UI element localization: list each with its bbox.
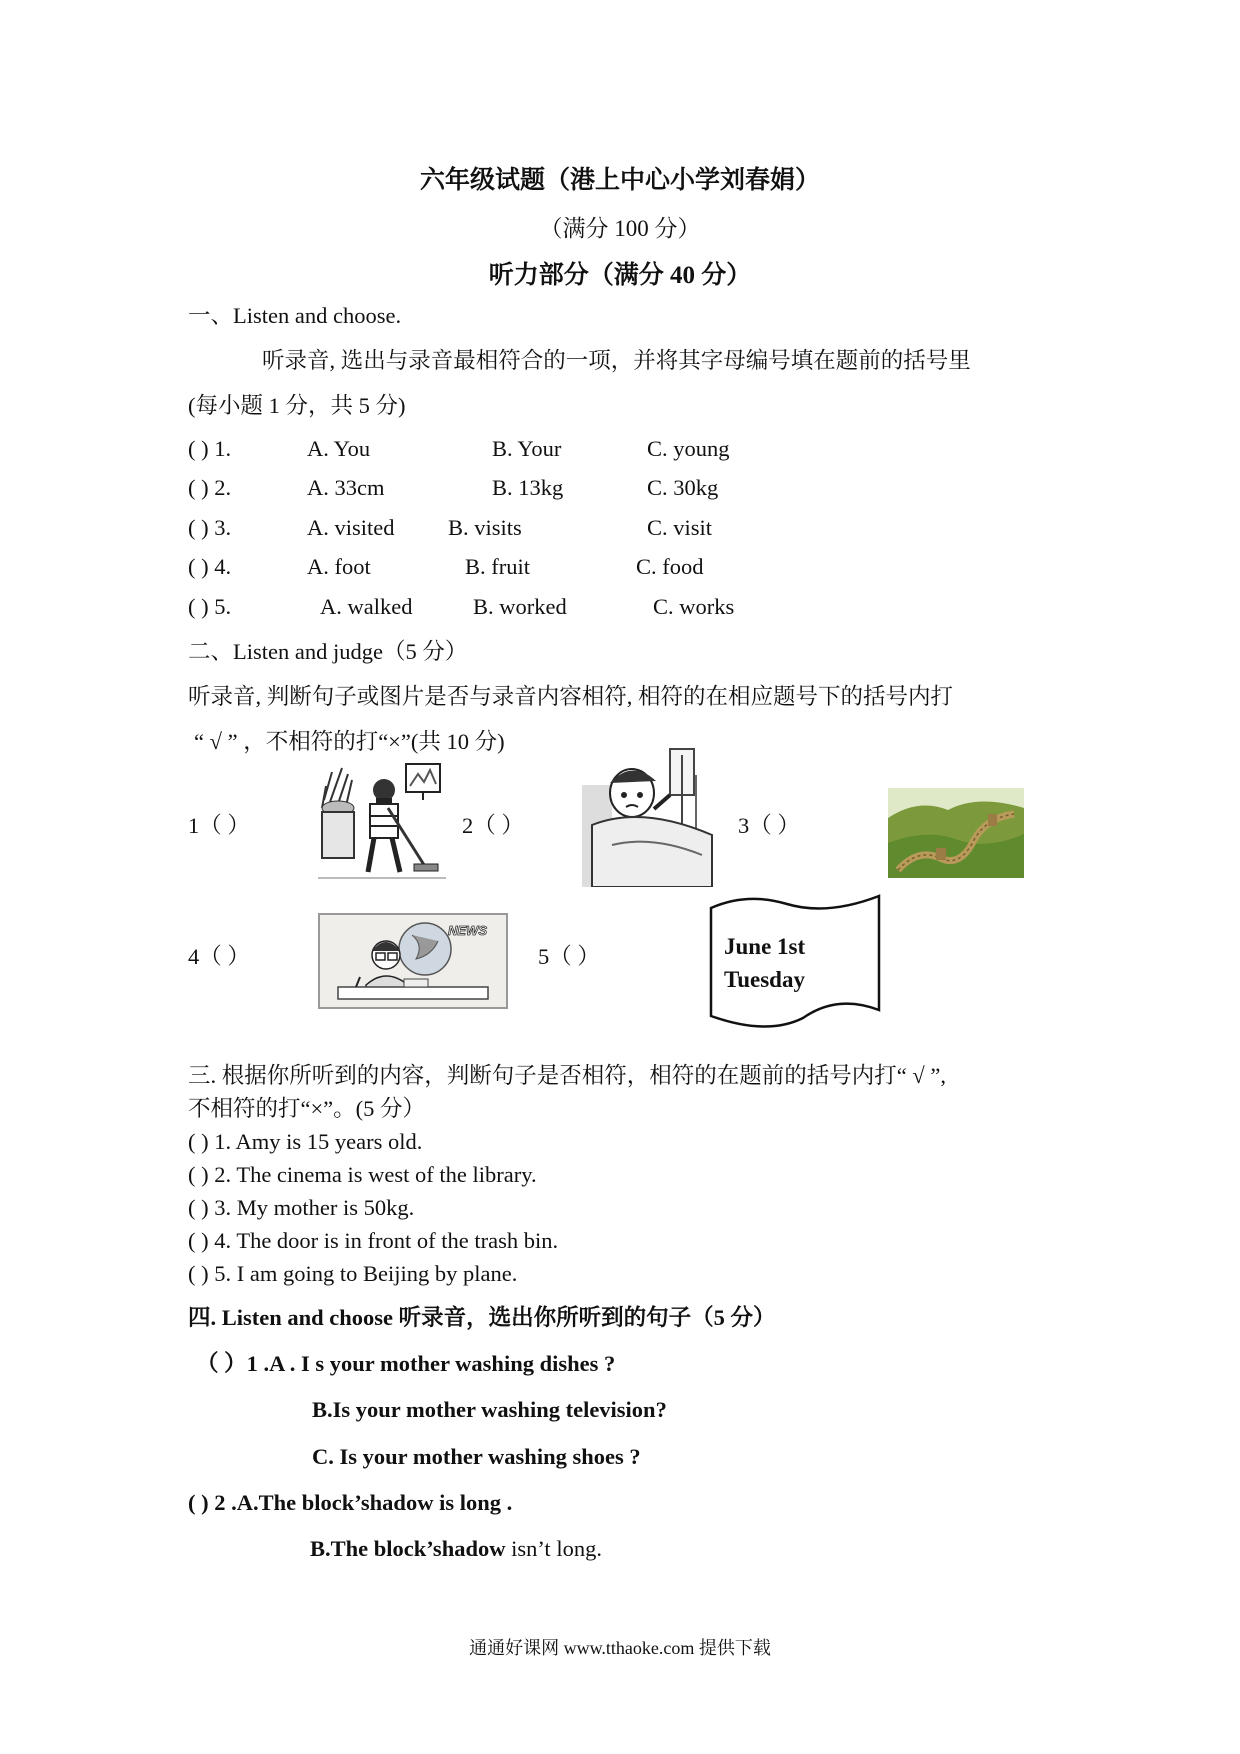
s1-question-5 bbox=[188, 594, 1088, 626]
s4-q2-option-b bbox=[310, 1535, 602, 1562]
s1-q5-option-c: C. works bbox=[653, 594, 735, 619]
listening-title: 听力部分（满分 40 分） bbox=[488, 262, 752, 289]
page-title: 六年级试题（港上中心小学刘春娟） bbox=[419, 167, 820, 194]
s3-item-5[interactable]: ( ) 5. I am going to Beijing by plane. bbox=[188, 1261, 518, 1286]
s1-q3-option-b: B. visits bbox=[448, 515, 522, 540]
s1-q2-option-a: A. 33cm bbox=[307, 475, 385, 500]
s1-q1-option-a: A. You bbox=[307, 436, 371, 461]
calendar-date: June 1st bbox=[724, 934, 806, 959]
calendar-day: Tuesday bbox=[724, 967, 805, 992]
s1-q1-num[interactable]: ( ) 1. bbox=[188, 436, 232, 461]
s2-label-2[interactable]: 2（ ） bbox=[462, 813, 524, 838]
s1-question-3 bbox=[188, 515, 1088, 547]
section3-heading: 三. 根据你所听到的内容，判断句子是否相符，相符的在题前的括号内打“ √ ”, bbox=[188, 1063, 946, 1088]
s2-label-4[interactable]: 4（ ） bbox=[188, 944, 250, 969]
section4-heading: 四. Listen and choose 听录音，选出你所听到的句子（5 分） bbox=[188, 1305, 776, 1330]
s1-q2-option-b: B. 13kg bbox=[492, 475, 564, 500]
s1-question-1 bbox=[188, 436, 1088, 468]
s1-q4-option-a: A. foot bbox=[307, 554, 371, 579]
section3-heading-cont: 不相符的打“×”。(5 分） bbox=[188, 1096, 426, 1121]
s3-item-1[interactable]: ( ) 1. Amy is 15 years old. bbox=[188, 1129, 423, 1154]
s3-item-4[interactable]: ( ) 4. The door is in front of the trash bin. bbox=[188, 1228, 559, 1253]
picture-sick-boy bbox=[582, 745, 722, 887]
s1-q3-option-a: A. visited bbox=[307, 515, 395, 540]
picture-great-wall bbox=[888, 788, 1024, 878]
s1-q5-option-b: B. worked bbox=[473, 594, 567, 619]
picture-news-anchor bbox=[318, 913, 508, 1009]
s1-question-2 bbox=[188, 475, 1088, 507]
s1-q3-option-c: C. visit bbox=[647, 515, 713, 540]
s2-label-1[interactable]: 1（ ） bbox=[188, 813, 250, 838]
s4-q1-option-b: B.Is your mother washing television? bbox=[312, 1397, 667, 1422]
s1-q1-option-b: B. Your bbox=[492, 436, 562, 461]
s4-q1-option-c: C. Is your mother washing shoes ? bbox=[312, 1444, 641, 1469]
s4-q1-option-a[interactable]: （ ）1 .A . I s your mother washing dishes ? bbox=[196, 1351, 616, 1376]
s1-q2-num[interactable]: ( ) 2. bbox=[188, 475, 232, 500]
section1-instruction: 听录音, 选出与录音最相符合的一项，并将其字母编号填在题前的括号里 bbox=[262, 348, 971, 373]
s3-item-3[interactable]: ( ) 3. My mother is 50kg. bbox=[188, 1195, 415, 1220]
s4-q2-b-bold: B.The block’shadow bbox=[310, 1536, 506, 1561]
section2-instruction-mark: “ √ ” ，不相符的打“×”(共 10 分) bbox=[194, 729, 505, 754]
picture-mopping bbox=[318, 760, 446, 884]
section2-heading: 二、Listen and judge（5 分） bbox=[188, 639, 468, 664]
s3-item-2[interactable]: ( ) 2. The cinema is west of the library. bbox=[188, 1162, 537, 1187]
s2-label-3[interactable]: 3（ ） bbox=[738, 813, 800, 838]
s1-question-4 bbox=[188, 554, 1088, 586]
s4-q2-option-a[interactable]: ( ) 2 .A.The block’shadow is long . bbox=[188, 1490, 513, 1515]
footer-source: 通通好课网 www.tthaoke.com 提供下载 bbox=[469, 1638, 771, 1658]
s4-q2-b-rest: isn’t long. bbox=[505, 1536, 602, 1561]
picture-calendar bbox=[707, 890, 883, 1036]
s1-q5-num[interactable]: ( ) 5. bbox=[188, 594, 232, 619]
s1-q2-option-c: C. 30kg bbox=[647, 475, 719, 500]
s1-q5-option-a: A. walked bbox=[320, 594, 413, 619]
section1-heading: 一、Listen and choose. bbox=[188, 303, 402, 328]
news-label: NEWS bbox=[448, 923, 487, 938]
s1-q4-option-c: C. food bbox=[636, 554, 704, 579]
s1-q4-num[interactable]: ( ) 4. bbox=[188, 554, 232, 579]
section2-instruction: 听录音, 判断句子或图片是否与录音内容相符, 相符的在相应题号下的括号内打 bbox=[188, 684, 954, 709]
s1-q3-num[interactable]: ( ) 3. bbox=[188, 515, 232, 540]
full-score: （满分 100 分） bbox=[539, 216, 701, 241]
s1-q1-option-c: C. young bbox=[647, 436, 730, 461]
s1-q4-option-b: B. fruit bbox=[465, 554, 530, 579]
s2-label-5[interactable]: 5（ ） bbox=[538, 944, 600, 969]
section1-instruction-score: (每小题 1 分，共 5 分) bbox=[188, 393, 406, 418]
